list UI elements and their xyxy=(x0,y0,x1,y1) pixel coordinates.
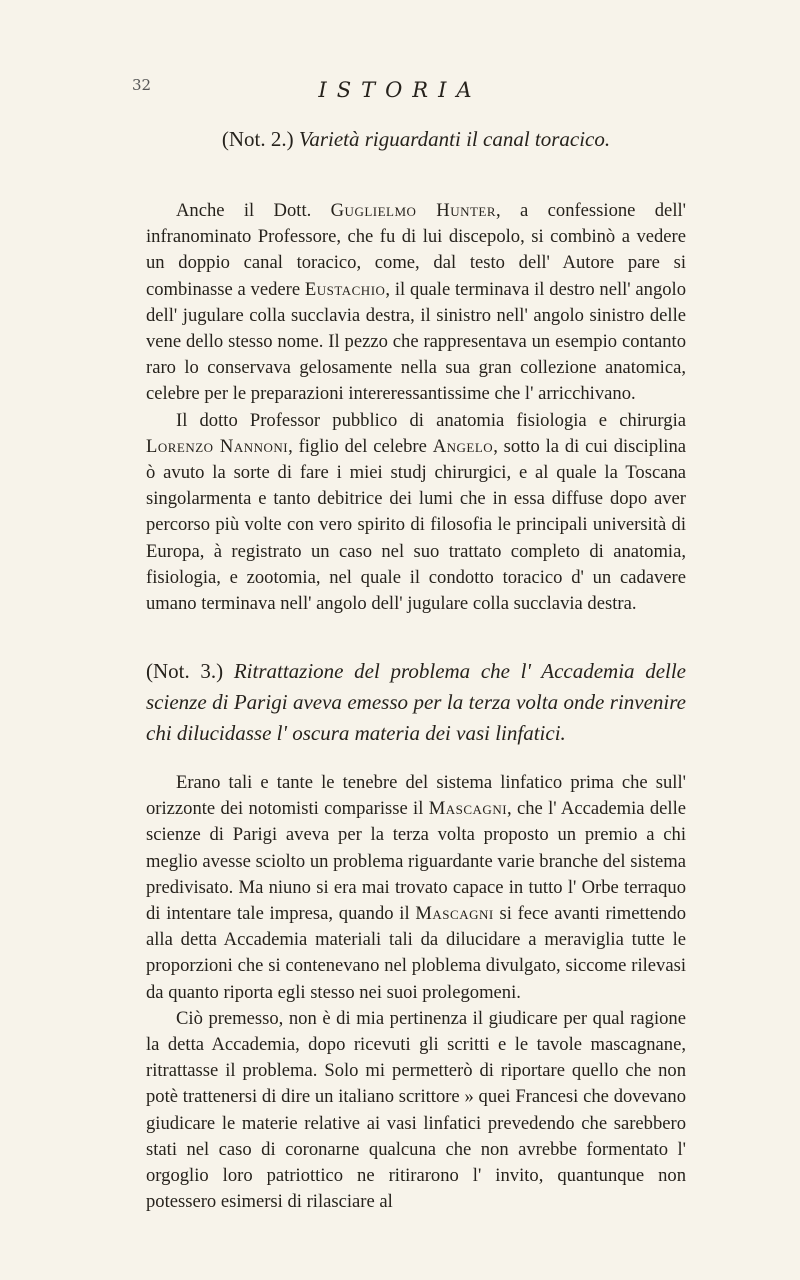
note-2-paragraph-2: Il dotto Professor pubblico di anatomia fisiologia e chirurgia Lorenzo Nannoni, figlio del celebre Angelo, sotto la di cui disciplina ò avuto la sorte di fare i miei studj chirurgici, e al quale la Toscana singolarmenta e tanto debitrice dei lumi che in essa diffuse dopo aver percorso più volte con vero spirito di filosofia le principali università di Europa, à registrato un caso nel suo trattato completo di anatomia, fisiologia, e zootomia, nel quale il condotto toracico d' un cadavere umano terminava nell' angolo dell' jugulare colla succlavia destra. xyxy=(146,409,686,615)
note-2-heading xyxy=(146,124,686,154)
note-2-paragraph-1: Anche il Dott. Guglielmo Hunter, a confessione dell' infranominato Professore, che fu di lui discepolo, si combinò a vedere un doppio canal toracico, come, dal testo dell' Autore pare si combinasse a vedere Eustachio, il quale terminava il destro nell' angolo dell' jugulare colla succlavia destra, il sinistro nell' angolo sinistro delle vene dello stesso nome. Il pezzo che rappresentava un esempio contanto raro lo conservava gelosamente nella sua gran collezione anatomica, celebre per le preparazioni intereressantissime che l' arricchivano. xyxy=(146,200,687,405)
author-name: Eustachio xyxy=(304,278,386,300)
note-3-heading xyxy=(146,656,686,749)
author-name: Guglielmo Hunter xyxy=(330,200,497,221)
author-name: Mascagni xyxy=(415,903,494,925)
author-name: Lorenzo Nannoni xyxy=(146,435,289,457)
note-2-body xyxy=(146,198,686,617)
note-3-body xyxy=(146,770,686,1215)
author-name: Angelo xyxy=(432,435,494,457)
running-head: ISTORIA xyxy=(318,78,482,102)
note-2-label: (Not. 2.) xyxy=(221,127,294,151)
author-name: Mascagni xyxy=(428,798,508,820)
note-3-label: (Not. 3.) xyxy=(146,659,224,683)
note-3-paragraph-2: Ciò premesso, non è di mia pertinenza il giudicare per qual ragione la detta Accademia, dopo ricevuti gli scritti e le tavole mascagnane, ritrattasse il problema. Solo mi permetterò di riportare quello che non potè trattenersi di dire un italiano scrittore » quei Francesi che dovevano giudicare le materie relative ai vasi linfatici prevedendo che sarebbero stati nel caso di coronarne qualcuna che non avrebbe formentato l' orgoglio loro patriottico ne ritirarono l' invito, quantunque non potessero esimersi di rilasciare al xyxy=(146,1007,686,1213)
note-2-title: Varietà riguardanti il canal toracico. xyxy=(298,127,611,151)
note-3-title: Ritrattazione del problema che l' Accademia delle scienze di Parigi aveva emesso per la terza volta onde rinvenire chi dilucidasse l' oscura materia dei vasi linfatici. xyxy=(146,659,687,745)
note-3-paragraph-1: Erano tali e tante le tenebre del sistema linfatico prima che sull' orizzonte dei notomisti comparisse il Mascagni, che l' Accademia delle scienze di Parigi aveva per la terza volta proposto un premio a chi meglio avesse sciolto un problema riguardante varie branche del sistema predivisato. Ma niuno si era mai trovato capace in tutto l' Orbe terraquo di intentare tale impresa, quando il Mascagni si fece avanti rimettendo alla detta Accademia materiali tali da dilucidare a meraviglia tutte le proporzioni che si contenevano nel ploblema divulgato, siccome rilevasi da quanto riporta egli stesso nei suoi prolegomeni. xyxy=(146,772,687,1003)
page-number: 32 xyxy=(132,76,152,94)
